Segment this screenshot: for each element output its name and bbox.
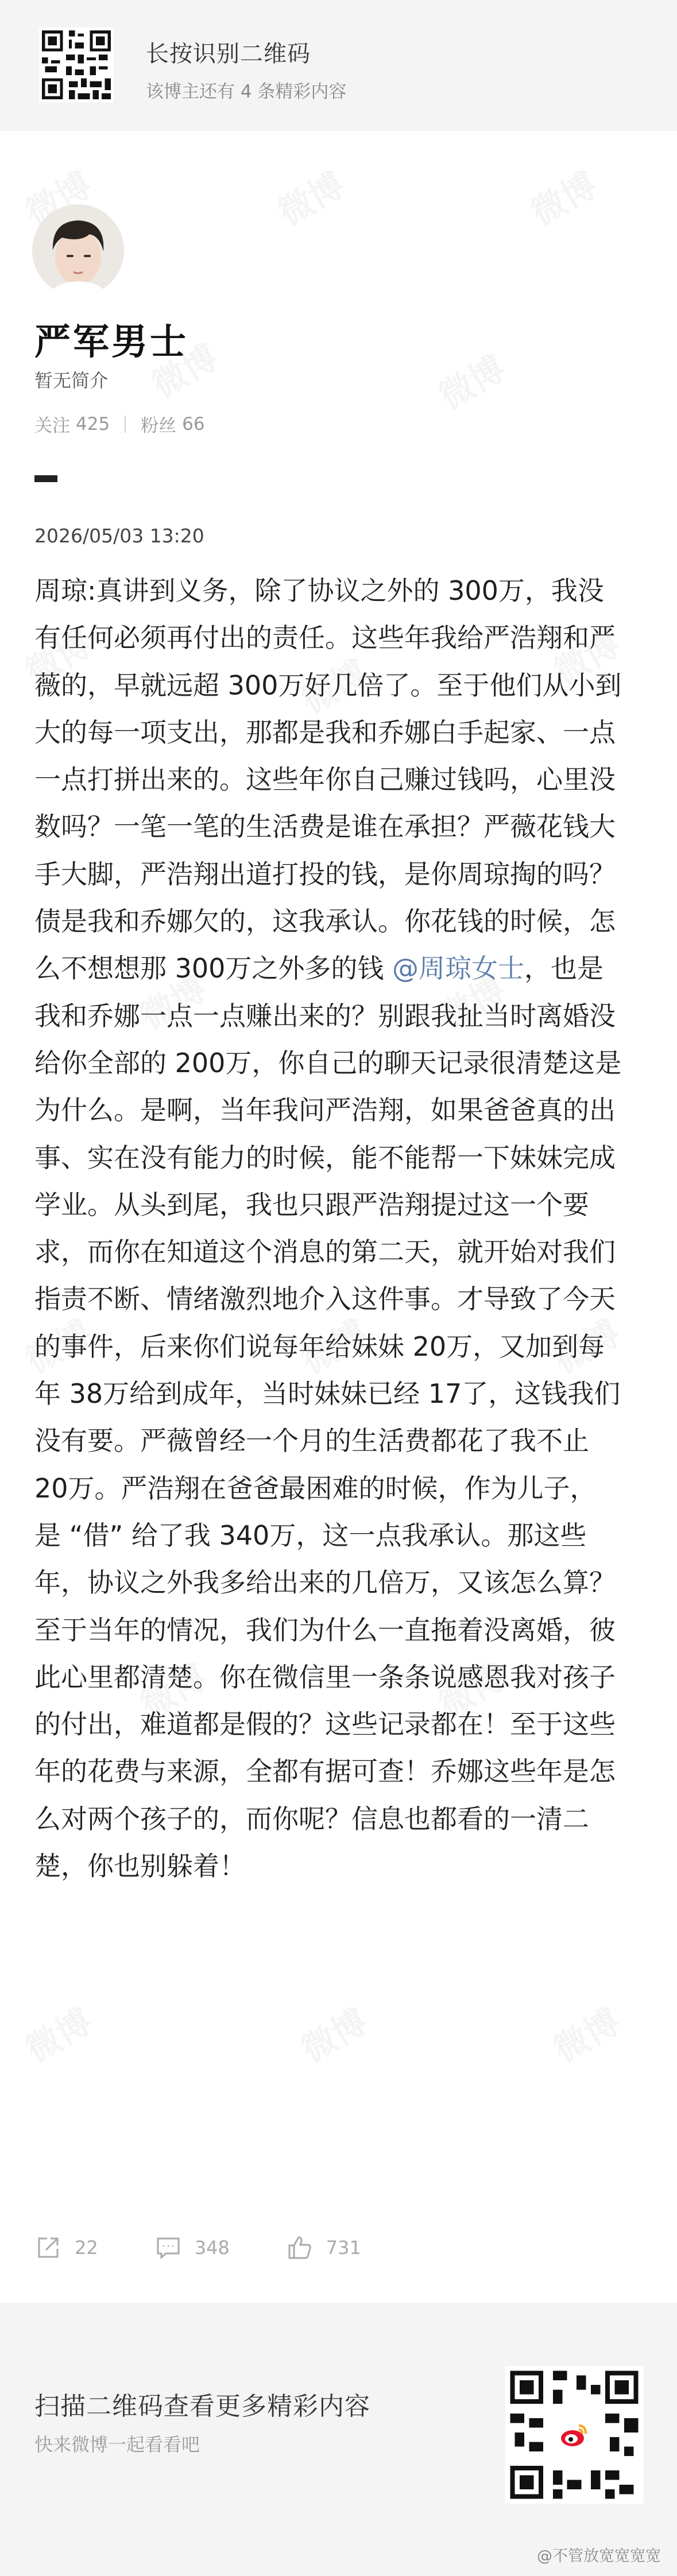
footer-title: 扫描二维码查看更多精彩内容 [34, 2392, 370, 2421]
post-line: 薇的，早就远超 300万好几倍了。至于他们从小到 [34, 669, 622, 701]
action-bar [34, 2234, 417, 2261]
following-count[interactable]: 425 [76, 413, 110, 434]
weibo-watermark [429, 342, 513, 419]
post-line: 是 “借” 给了我 340万，这一点我承认。那这些 [34, 1519, 587, 1551]
weibo-watermark [544, 1995, 628, 2072]
like-count: 731 [326, 2237, 361, 2259]
share-button[interactable] [34, 2234, 98, 2261]
post-line: 周琼:真讲到义务，除了协议之外的 300万，我没 [34, 575, 604, 606]
comment-button[interactable] [154, 2234, 230, 2261]
footer-banner [0, 2303, 677, 2576]
post-body [34, 567, 643, 1890]
comment-icon [154, 2234, 182, 2261]
avatar[interactable] [32, 204, 124, 296]
footer-subtitle: 快来微博一起看看吧 [34, 2434, 200, 2455]
post-line: 此心里都清楚。你在微信里一条条说感恩我对孩子 [34, 1661, 616, 1693]
post-line-with-mention [34, 945, 643, 992]
user-stats [34, 411, 205, 437]
post-line: 年的花费与来源，全都有据可查！乔娜这些年是怎 [34, 1756, 616, 1787]
author-watermark: @不管放宽宽宽宽 [537, 2547, 661, 2565]
mention-suffix: ，也是 [524, 953, 604, 984]
share-icon [34, 2234, 62, 2261]
weibo-logo-icon [551, 2412, 597, 2458]
post-line: 的事件，后来你们说每年给妹妹 20万，又加到每 [34, 1330, 605, 1362]
section-divider [34, 475, 57, 482]
comment-count: 348 [194, 2237, 230, 2259]
post-line: 学业。从头到尾，我也只跟严浩翔提过这一个要 [34, 1189, 589, 1220]
share-count: 22 [75, 2237, 98, 2259]
post-line: 一点打拼出来的。这些年你自己赚过钱吗，心里没 [34, 764, 616, 796]
weibo-watermark [521, 158, 605, 235]
qr-banner[interactable] [0, 0, 677, 131]
qr-code-icon[interactable] [39, 28, 114, 102]
post-date: 2026/05/03 13:20 [34, 525, 204, 547]
followers-label[interactable]: 粉丝 [141, 416, 177, 436]
post-line: 手大脚，严浩翔出道打投的钱，是你周琼掏的吗？ [34, 858, 616, 890]
weibo-watermark [16, 1995, 100, 2072]
post-line: 为什么。是啊，当年我问严浩翔，如果爸爸真的出 [34, 1095, 616, 1126]
post-line: 有任何必须再付出的责任。这些年我给严浩翔和严 [34, 622, 616, 654]
post-line: 的付出，难道都是假的？这些记录都在！至于这些 [34, 1709, 616, 1740]
mention-prefix: 么不想想那 300万之外多的钱 [34, 953, 393, 984]
weibo-watermark [268, 158, 353, 235]
post-line: 至于当年的情况，我们为什么一直拖着没离婚，彼 [34, 1614, 616, 1646]
following-label[interactable]: 关注 [34, 416, 70, 436]
post-line: 楚，你也别躲着！ [34, 1850, 246, 1882]
post-line: 大的每一项支出，那都是我和乔娜白手起家、一点 [34, 716, 616, 748]
post-line: 我和乔娜一点一点赚出来的？别跟我扯当时离婚没 [34, 1000, 616, 1031]
like-icon [286, 2234, 314, 2261]
user-bio: 暂无简介 [34, 370, 109, 391]
banner-subtitle: 该博主还有 4 条精彩内容 [146, 82, 347, 102]
user-mention-link[interactable]: @周琼女士 [392, 953, 525, 984]
post-line: 事、实在没有能力的时候，能不能帮一下妹妹完成 [34, 1142, 616, 1173]
post-line: 年 38万给到成年，当时妹妹已经 17了，这钱我们 [34, 1378, 621, 1410]
weibo-watermark [291, 1995, 376, 2072]
post-line: 给你全部的 200万，你自己的聊天记录很清楚这是 [34, 1047, 622, 1078]
username[interactable]: 严军男士 [34, 321, 188, 363]
post-line: 债是我和乔娜欠的，这我承认。你花钱的时候，怎 [34, 906, 616, 937]
post-line: 求，而你在知道这个消息的第二天，就开始对我们 [34, 1236, 616, 1268]
divider [125, 416, 126, 433]
banner-title: 长按识别二维码 [146, 41, 311, 67]
followers-count[interactable]: 66 [182, 413, 205, 434]
post-line: 20万。严浩翔在爸爸最困难的时候，作为儿子， [34, 1472, 597, 1504]
like-button[interactable] [286, 2234, 361, 2261]
post-line: 年，协议之外我多给出来的几倍万，又该怎么算？ [34, 1567, 616, 1599]
post-line: 么对两个孩子的，而你呢？信息也都看的一清二 [34, 1803, 589, 1834]
post-line: 数吗？一笔一笔的生活费是谁在承担？严薇花钱大 [34, 811, 616, 843]
post-line: 没有要。严薇曾经一个月的生活费都花了我不止 [34, 1425, 589, 1457]
post-line: 指责不断、情绪激烈地介入这件事。才导致了今天 [34, 1283, 616, 1315]
